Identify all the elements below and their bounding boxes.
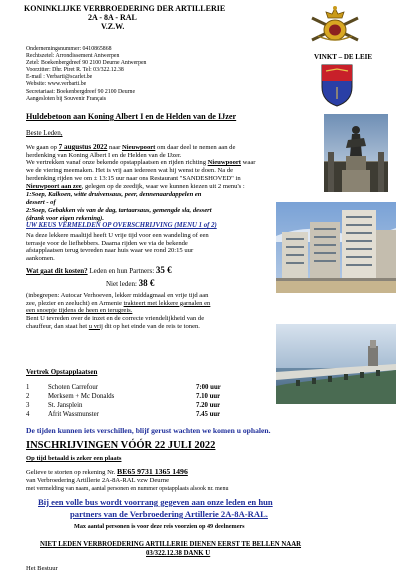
intro-text: We gaan op 7 augustus 2022 naar Nieuwpoort om daar deel te nemen aan de herdenking van Koning Albert I en de Helden van de IJzer. We vertrekken vanaf onze bekende opstapplaatsen en rijden richting Nieuwpoort waar we de viering meemaken. Het is vrij aan iedereen wat hij wenst te doen. Na de herdenking rijden we om ± 13:15 uur naar ons Restaurant "SANDESHOVED" in Nieuwpoort aan zee, gelegen op de zeedijk, waar we kunnen kiezen uit 2 menu's : (26, 143, 256, 190)
shield-icon (320, 63, 354, 107)
list-item: 3 St. Jansplein 7.20 uur (26, 402, 221, 409)
menu-choice-note: UW KEUS VERMELDEN OP OVERSCHRIJVING (MENU 1 of 2) (26, 222, 217, 229)
address-line: Website: www.verbarti.be (26, 81, 87, 88)
signature: Het Bestuur (26, 565, 58, 572)
list-item: 4 Afrit Wassmunster 7.45 uur (26, 411, 221, 418)
times-note: De tijden kunnen iets verschillen, blijf gerust wachten we komen u ophalen. (26, 426, 271, 435)
nonmember-note-2: 03/322.12.38 DANK U (146, 550, 211, 557)
pier-photo (276, 324, 396, 404)
org-title: KONINKLIJKE VERBROEDERING DER ARTILLERIE (24, 4, 226, 13)
afternoon-text: Na deze lekkere maaltijd heeft U vrije tijd voor een wandeling of een terrasje voor de liefhebbers. Daarna rijden we via de bekende afstapplaatsen terug tevreden naar huis waar we rond 20:15 uur aankomen. (26, 232, 209, 263)
nonmember-note-1: NIET LEDEN VERBROEDERING ARTILLERIE DIENEN EERST TE BELLEN NAAR (40, 541, 302, 548)
address-block (26, 46, 146, 103)
address-line: E-mail : Verbarti@scarlet.be (26, 74, 93, 81)
list-item: 1 Schoten Carrefour 7:00 uur (26, 384, 221, 391)
address-line: Secretariaat: Boekenbergdreef 90 2100 Deurne (26, 88, 136, 95)
cost-line: Wat gaat dit kosten? Leden en hun Partners: 35 € (26, 265, 172, 275)
salutation: Beste Leden, (26, 129, 63, 137)
address-line: Voorzitter: Dhr. Piret R. Tel: 03/322.12.38 (26, 67, 124, 74)
page-heading: Huldebetoon aan Koning Albert I en de Helden van de IJzer (26, 112, 237, 121)
max-persons-note: Max aantal personen is voor deze reis voorzien op 49 deelnemers (74, 523, 245, 530)
address-line: Ondernemingsnummer: 0410865868 (26, 46, 112, 52)
menu-options: 1:Soep, Kalkoen, witte druivensaus, peer, dennenaardappelen en dessert - of 2:Soep, Gebakken vis van de dag, tartaarsaus, gemengde sla, dessert (drank voor eigen rekening). (26, 191, 212, 223)
list-item: 2 Merksem + Mc Donalds 7.10 uur (26, 393, 221, 400)
address-line: Zetel: Boekenbergdreef 90 2100 Deurne Antwerpen (26, 60, 147, 67)
stops-list (26, 383, 256, 419)
crest-caption: VINKT – DE LEIE (314, 53, 373, 61)
registration-deadline: INSCHRIJVINGEN VÓÓR 22 JULI 2022 (26, 440, 216, 451)
cost-nonmembers: Niet leden: 38 € (106, 278, 155, 288)
org-subtitle: 2A - 8A - RAL (88, 13, 137, 22)
priority-note-2: partners van de Verbroedering Artillerie 2A-8A-RAL. (70, 509, 268, 519)
address-line: Rechtszetel: Arrondissement Antwerpen (26, 53, 120, 60)
artillery-crest-icon (306, 4, 364, 44)
payment-instructions: Gelieve te storten op rekening Nr. BE65 9731 1365 1496 van Verbroedering Artillerie 2A-8A-RAL vzw Deurne met vermelding van naam, aantal personen en nummer opstapplaats alsook nr. menu (26, 467, 229, 493)
priority-note-1: Bij een volle bus wordt voorrang gegeven aan onze leden en hun (38, 497, 273, 507)
address-line: Aangesloten bij Souvenir Français (26, 95, 107, 102)
monument-photo (324, 114, 388, 192)
stops-heading: Vertrek Opstapplaatsen (26, 368, 98, 376)
paid-note: Op tijd betaald is zeker een plaats (26, 455, 122, 462)
included-text: (inbegrepen: Autocar Verhoeven, lekker middagmaal en vrije tijd aan zee, plezier en zeelucht) en Armenie trakteert met lekkere garnalen en een snoepje tijdens de heen en terugreis. Bent U tevreden over de inzet en de correcte vriendelijkheid van de chauffeur, dan staat het u vrij dit op het einde van de reis te tonen. (26, 292, 211, 330)
org-legal-form: V.Z.W. (101, 22, 125, 31)
seafront-photo (276, 202, 396, 293)
